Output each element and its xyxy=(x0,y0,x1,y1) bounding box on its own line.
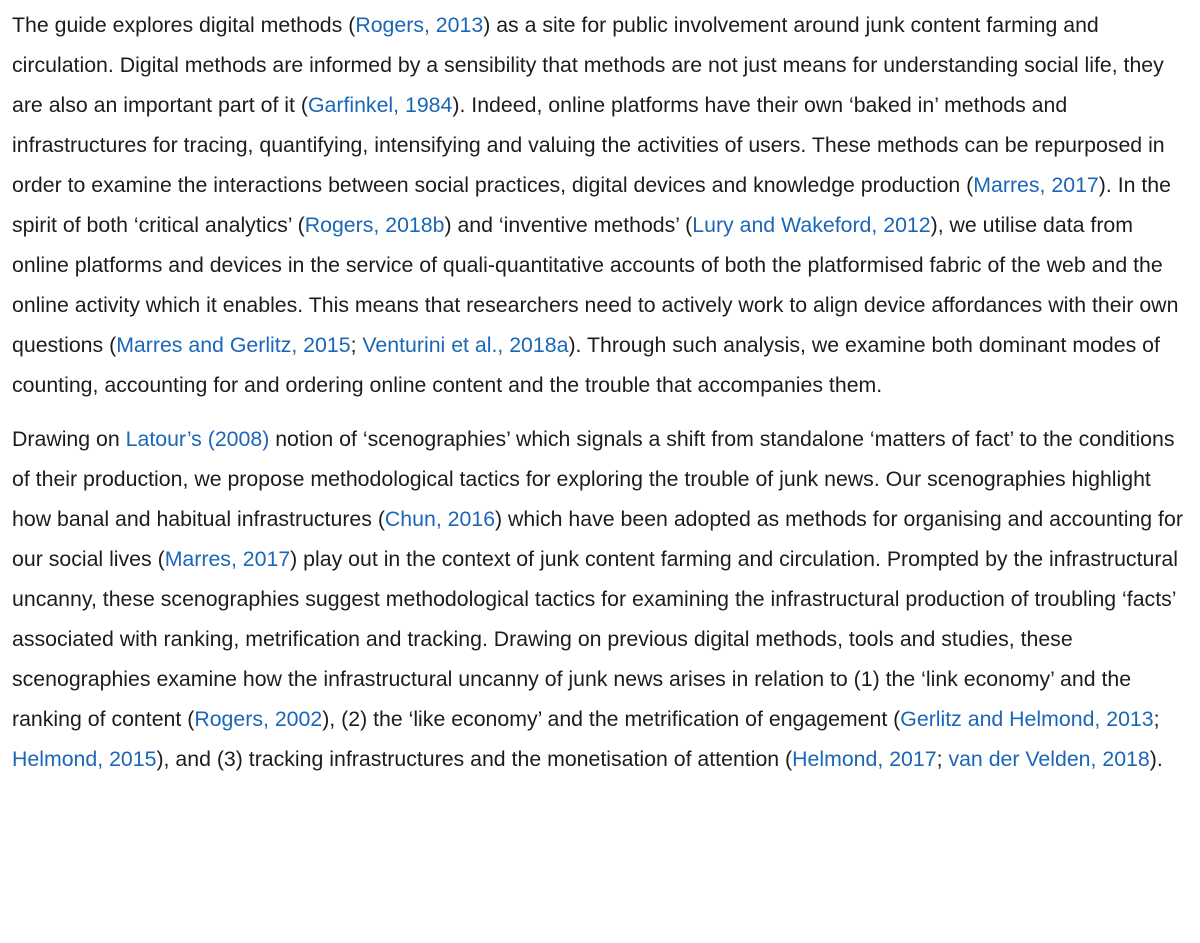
paragraph-text: ; xyxy=(1153,707,1160,731)
citation-link[interactable]: van der Velden, 2018 xyxy=(948,747,1150,771)
paragraph-text: Drawing on xyxy=(12,427,126,451)
paragraph-text: ), and (3) tracking infrastructures and the monetisation of attention ( xyxy=(156,747,793,771)
paragraph-text: ; xyxy=(936,747,949,771)
citation-link[interactable]: Helmond, 2015 xyxy=(12,747,157,771)
paragraph-text: ), (2) the ‘like economy’ and the metrification of engagement ( xyxy=(322,707,901,731)
paragraph-text: ) and ‘inventive methods’ ( xyxy=(444,213,693,237)
citation-link[interactable]: Marres, 2017 xyxy=(973,173,1099,197)
paragraph-text: The guide explores digital methods ( xyxy=(12,13,356,37)
citation-link[interactable]: Helmond, 2017 xyxy=(792,747,937,771)
citation-link[interactable]: Garfinkel, 1984 xyxy=(307,93,453,117)
citation-link[interactable]: Gerlitz and Helmond, 2013 xyxy=(900,707,1154,731)
citation-link[interactable]: Rogers, 2013 xyxy=(355,13,484,37)
citation-link[interactable]: Rogers, 2002 xyxy=(194,707,323,731)
paragraph-text: ; xyxy=(350,333,363,357)
paragraph-text: ) which have been adopted as methods for organising and accounting for our social lives ( xyxy=(12,507,1183,571)
paragraph-text: ). Indeed, online platforms have their own ‘baked in’ methods and infrastructures for tracing, quantifying, intensifying and valuing the activities of users. These methods can be repurposed in order to examine the interactions between social practices, digital devices and knowledge production ( xyxy=(12,93,1165,197)
paragraph-2 xyxy=(12,419,1188,779)
paragraph-text: ). In the spirit of both ‘critical analytics’ ( xyxy=(12,173,1171,237)
paragraph-text: ) as a site for public involvement around junk content farming and circulation. Digital methods are informed by a sensibility that methods are not just means for understanding social life, they are also an important part of it ( xyxy=(12,13,1164,117)
paragraph-text: notion of ‘scenographies’ which signals a shift from standalone ‘matters of fact’ to the conditions of their production, we propose methodological tactics for exploring the trouble of junk news. Our scenographies highlight how banal and habitual infrastructures ( xyxy=(12,427,1175,531)
citation-link[interactable]: Lury and Wakeford, 2012 xyxy=(692,213,931,237)
paragraph-text: ). xyxy=(1149,747,1163,771)
citation-link[interactable]: Marres and Gerlitz, 2015 xyxy=(116,333,351,357)
paragraph-text: ). Through such analysis, we examine both dominant modes of counting, accounting for and ordering online content and the trouble that accompanies them. xyxy=(12,333,1160,397)
citation-link[interactable]: Venturini et al., 2018a xyxy=(362,333,569,357)
citation-link[interactable]: Chun, 2016 xyxy=(384,507,496,531)
paragraph-1 xyxy=(12,5,1188,405)
citation-link[interactable]: Rogers, 2018b xyxy=(304,213,445,237)
paragraph-text: ) play out in the context of junk content farming and circulation. Prompted by the infrastructural uncanny, these scenographies suggest methodological tactics for examining the infrastructural production of troubling ‘facts’ associated with ranking, metrification and tracking. Drawing on previous digital methods, tools and studies, these scenographies examine how the infrastructural uncanny of junk news arises in relation to (1) the ‘link economy’ and the ranking of content ( xyxy=(12,547,1179,731)
paragraph-text: ), we utilise data from online platforms and devices in the service of quali-quantitative accounts of both the platformised fabric of the web and the online activity which it enables. This means that researchers need to actively work to align device affordances with their own questions ( xyxy=(12,213,1179,357)
citation-link[interactable]: Latour’s (2008) xyxy=(125,427,270,451)
citation-link[interactable]: Marres, 2017 xyxy=(164,547,291,571)
